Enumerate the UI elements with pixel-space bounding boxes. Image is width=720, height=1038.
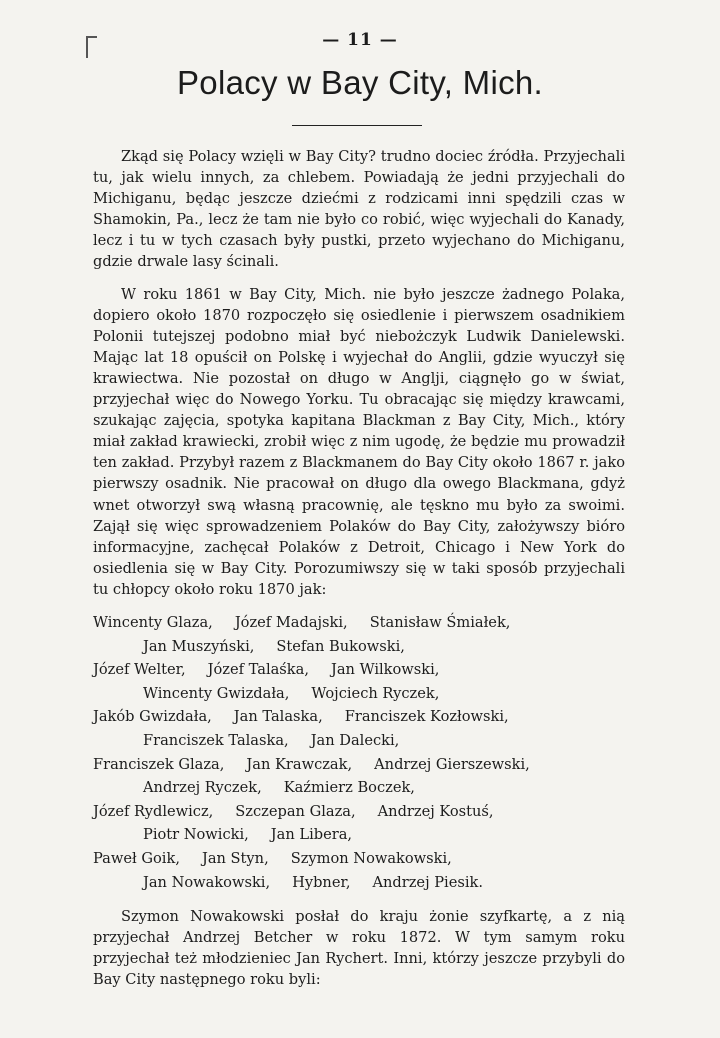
settler-name: Andrzej Ryczek, bbox=[143, 779, 262, 797]
settler-name: Franciszek Kozłowski, bbox=[344, 708, 509, 726]
names-row bbox=[93, 871, 625, 895]
settler-name: Jan Styn, bbox=[201, 849, 269, 867]
settler-name: Jan Krawczak, bbox=[246, 755, 353, 773]
settler-name: Stefan Bukowski, bbox=[276, 637, 405, 655]
page-title: Polacy w Bay City, Mich. bbox=[176, 64, 543, 101]
settler-name: Franciszek Talaska, bbox=[143, 731, 289, 749]
settler-name: Paweł Goik, bbox=[93, 849, 180, 867]
settler-name: Józef Rydlewicz, bbox=[93, 802, 214, 820]
settler-name: Hybner, bbox=[292, 873, 351, 891]
settler-name: Józef Welter, bbox=[93, 661, 186, 679]
names-row bbox=[93, 635, 625, 659]
settler-name: Stanisław Śmiałek, bbox=[369, 613, 511, 631]
names-row bbox=[93, 682, 625, 706]
title-rule bbox=[292, 125, 422, 126]
settler-name: Szczepan Glaza, bbox=[235, 802, 356, 820]
paragraph-closing: Szymon Nowakowski posłał do kraju żonie szyfkartę, a z nią przyjechał Andrzej Betcher w roku 1872. W tym samym roku przyjechał też młodzieniec Jan Rychert. Inni, którzy jeszcze przybyli do Bay City następnego roku byli: bbox=[93, 908, 625, 989]
names-row bbox=[93, 823, 625, 847]
settler-name: Jan Libera, bbox=[270, 826, 353, 844]
settler-name: Jakób Gwizdała, bbox=[93, 708, 212, 726]
settler-name: Wincenty Glaza, bbox=[93, 613, 213, 631]
article-body bbox=[93, 146, 625, 1001]
names-row bbox=[93, 705, 625, 729]
names-row bbox=[93, 776, 625, 800]
settler-name: Wincenty Gwizdała, bbox=[143, 684, 290, 702]
settler-name: Wojciech Ryczek, bbox=[311, 684, 440, 702]
settler-name: Andrzej Kostuś, bbox=[377, 802, 494, 820]
paragraph-history: W roku 1861 w Bay City, Mich. nie było jeszcze żadnego Polaka, dopiero około 1870 rozpoczęło się osiedlenie i pierwszem osadnikiem Polonii tutejszej podobno miał być niebożczyk Ludwik Danielewski. Mając lat 18 opuścił on Polskę i wyjechał do Anglii, gdzie wyuczył się krawiectwa. Nie pozostał on długo w Anglji, ciągnęło go w świat, przyjechał więc do Nowego Yorku. Tu obracając się między krawcami, szukając zajęcia, spotyka kapitana Blackman z Bay City, Mich., który miał zakład krawiecki, zrobił więc z nim ugodę, że będzie mu prowadził ten zakład. Przybył razem z Blackmanem do Bay City około 1867 r. jako pierwszy osadnik. Nie pracował on długo dla owego Blackmana, gdyż wnet otworzył swą własną pracownię, ale tęskno mu było za swoimi. Zajął się więc sprowadzeniem Polaków do Bay City, założywszy bióro informacyjne, zachęcał Polaków z Detroit, Chicago i New York do osiedlenia się w Bay City. Porozumiwszy się w taki sposób przyjechali tu chłopcy około roku 1870 jak: bbox=[93, 285, 625, 598]
settler-name: Jan Talaska, bbox=[233, 708, 323, 726]
settler-name: Andrzej Piesik. bbox=[372, 873, 483, 891]
settler-names-list bbox=[93, 611, 625, 894]
names-row bbox=[93, 800, 625, 824]
settler-name: Franciszek Glaza, bbox=[93, 755, 225, 773]
paragraph-intro: Zkąd się Polacy wzięli w Bay City? trudno dociec źródła. Przyjechali tu, jak wielu innych, za chlebem. Powiadają że jedni przyjechali do Michiganu, będąc jeszcze dziećmi z rodzicami inni spędzili czas w Shamokin, Pa., lecz że tam nie było co robić, więc wyjechali do Kanady, lecz i tu w tych czasach były pustki, przeto wyjechano do Michiganu, gdzie drwale lasy ścinali. bbox=[93, 148, 625, 271]
names-row bbox=[93, 658, 625, 682]
names-row bbox=[93, 611, 625, 635]
settler-name: Jan Nowakowski, bbox=[143, 873, 271, 891]
settler-name: Szymon Nowakowski, bbox=[290, 849, 452, 867]
settler-name: Jan Muszyński, bbox=[143, 637, 255, 655]
settler-name: Jan Wilkowski, bbox=[330, 661, 440, 679]
settler-name: Kaźmierz Boczek, bbox=[283, 779, 415, 797]
names-row bbox=[93, 729, 625, 753]
page-number: — 11 — bbox=[322, 30, 398, 50]
names-row bbox=[93, 847, 625, 871]
settler-name: Jan Dalecki, bbox=[310, 731, 400, 749]
settler-name: Józef Madajski, bbox=[234, 613, 348, 631]
settler-name: Piotr Nowicki, bbox=[143, 826, 249, 844]
settler-name: Andrzej Gierszewski, bbox=[374, 755, 530, 773]
names-row bbox=[93, 753, 625, 777]
settler-name: Józef Talaśka, bbox=[207, 661, 309, 679]
